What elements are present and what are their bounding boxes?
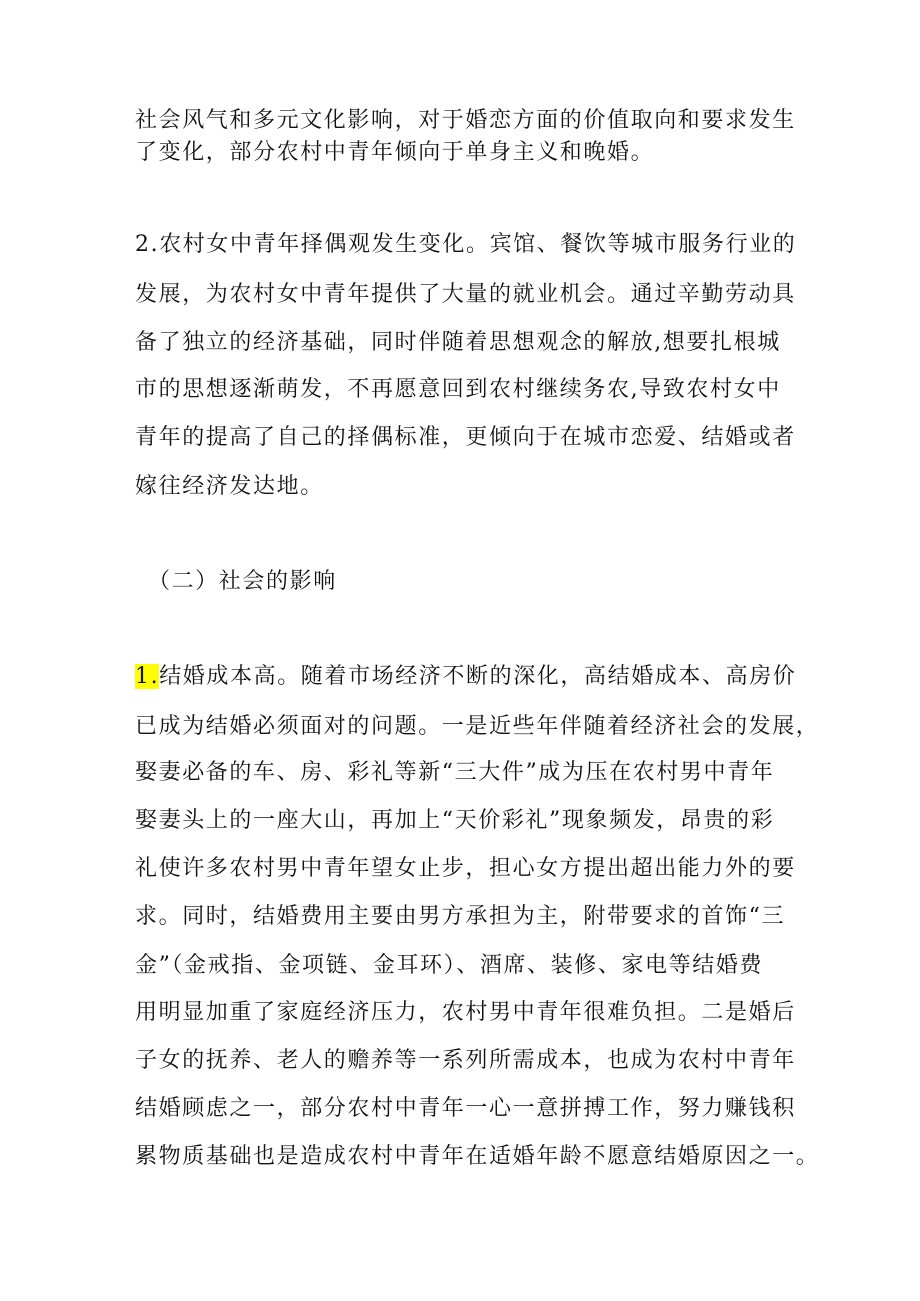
paragraph-3-line: 结婚成本高。随着市场经济不断的深化，高结婚成本、高房价 xyxy=(159,664,797,689)
paragraph-2-line: 市的思想逐渐萌发，不再愿意回到农村继续务农,导致农村女中 xyxy=(135,377,781,402)
paragraph-3-line: 礼使许多农村男中青年望女止步，担心女方提出超出能力外的要 xyxy=(135,856,796,881)
paragraph-3-first-line xyxy=(135,662,796,692)
paragraph-3-line: 用明显加重了家庭经济压力，农村男中青年很难负担。二是婚后 xyxy=(135,1000,796,1025)
paragraph-3-line: 金”（金戒指、金项链、金耳环）、酒席、装修、家电等结婚费 xyxy=(135,953,764,978)
paragraph-1-line: 社会风气和多元文化影响，对于婚恋方面的价值取向和要求发生 xyxy=(135,108,796,133)
paragraph-3-line: 娶妻必备的车、房、彩礼等新“三大件”成为压在农村男中青年 xyxy=(135,760,775,785)
paragraph-3-line: 娶妻头上的一座大山，再加上“天价彩礼”现象频发，昂贵的彩 xyxy=(135,808,775,833)
paragraph-2-line: 备了独立的经济基础，同时伴随着思想观念的解放,想要扎根城 xyxy=(135,330,781,355)
section-heading: （二）社会的影响 xyxy=(148,569,337,594)
paragraph-1-line: 了变化，部分农村中青年倾向于单身主义和晚婚。 xyxy=(135,140,655,165)
paragraph-3-line: 子女的抚养、老人的赡养等一系列所需成本，也成为农村中青年 xyxy=(135,1048,796,1073)
paragraph-3-line: 已成为结婚必须面对的问题。一是近些年伴随着经济社会的发展， xyxy=(135,714,820,739)
highlighted-list-marker: 1. xyxy=(135,664,160,689)
paragraph-2-line: 发展，为农村女中青年提供了大量的就业机会。通过辛勤劳动具 xyxy=(135,282,796,307)
paragraph-2-line: 青年的提高了自己的择偶标准，更倾向于在城市恋爱、结婚或者 xyxy=(135,425,796,450)
paragraph-2-line: 嫁往经济发达地。 xyxy=(135,474,324,499)
paragraph-2-line: 2.农村女中青年择偶观发生变化。宾馆、餐饮等城市服务行业的 xyxy=(135,232,797,257)
paragraph-3-line: 结婚顾虑之一，部分农村中青年一心一意拼搏工作，努力赚钱积 xyxy=(135,1096,796,1121)
paragraph-3-line: 求。同时，结婚费用主要由男方承担为主，附带要求的首饰“三 xyxy=(135,904,786,929)
paragraph-3-line: 累物质基础也是造成农村中青年在适婚年龄不愿意结婚原因之一。 xyxy=(135,1144,820,1169)
